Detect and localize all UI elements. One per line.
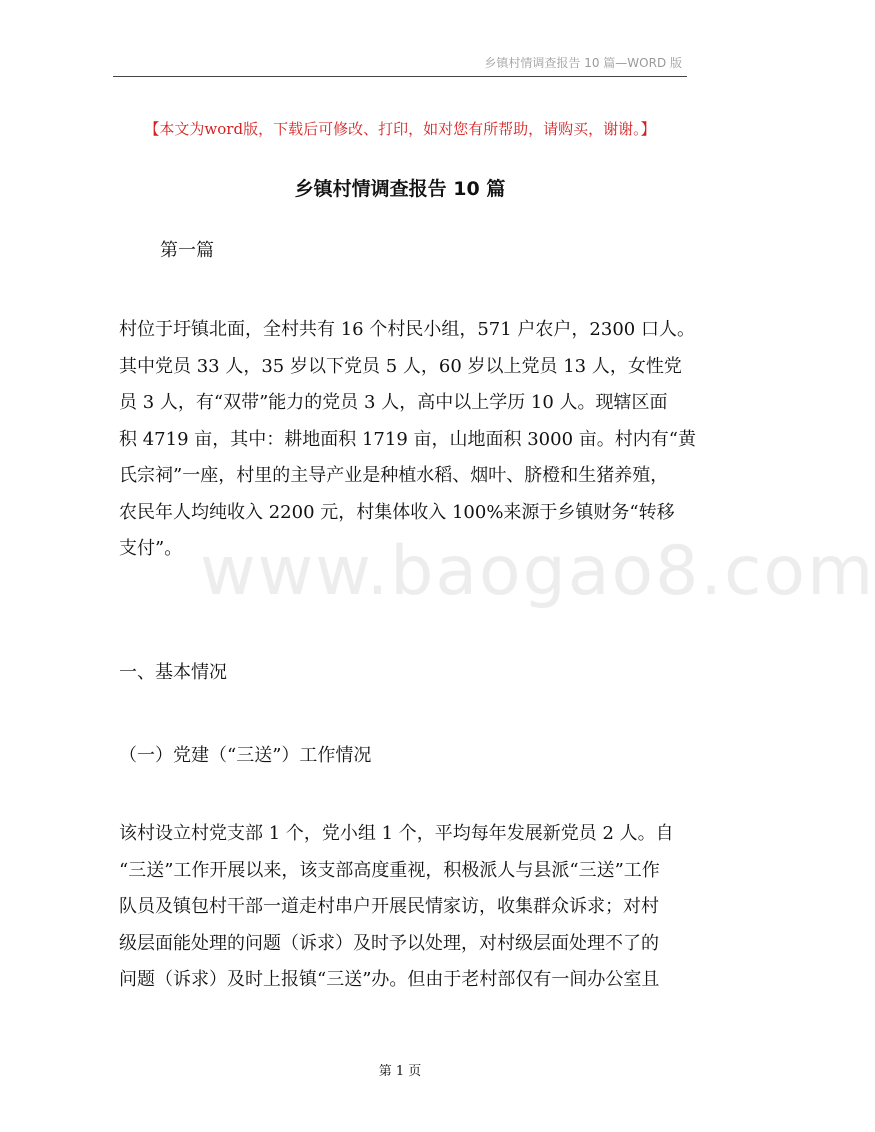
running-header: 乡镇村情调查报告 10 篇—WORD 版 <box>484 56 682 70</box>
paragraph-line: 队员及镇包村干部一道走村串户开展民情家访，收集群众诉求；对村 <box>119 896 659 917</box>
header-rule <box>113 76 687 77</box>
paragraph-party-work <box>119 816 681 999</box>
section-label: 第一篇 <box>160 240 214 261</box>
paragraph-line: “三送”工作开展以来，该支部高度重视，积极派人与县派“三送”工作 <box>119 859 660 881</box>
paragraph-line: 农民年人均纯收入 2200 元，村集体收入 100%来源于乡镇财务“转移 <box>119 501 675 523</box>
purchase-notice: 【本文为word版，下载后可修改、打印，如对您有所帮助，请购买，谢谢。】 <box>144 120 656 138</box>
paragraph-line: 员 3 人，有“双带”能力的党员 3 人，高中以上学历 10 人。现辖区面 <box>119 392 668 413</box>
paragraph-line: 积 4719 亩，其中：耕地面积 1719 亩，山地面积 3000 亩。村内有“黄 <box>119 428 696 450</box>
paragraph-line: 其中党员 33 人，35 岁以下党员 5 人，60 岁以上党员 13 人，女性党 <box>119 355 682 377</box>
heading-party-work: （一）党建（“三送”）工作情况 <box>119 745 372 766</box>
watermark: www.baogao8.com <box>200 532 875 611</box>
paragraph-line: 支付”。 <box>119 538 183 559</box>
document-title: 乡镇村情调查报告 10 篇 <box>294 178 506 200</box>
paragraph-line: 问题（诉求）及时上报镇“三送”办。但由于老村部仅有一间办公室且 <box>119 969 660 990</box>
paragraph-village-overview <box>119 312 696 568</box>
paragraph-line: 氏宗祠”一座，村里的主导产业是种植水稻、烟叶、脐橙和生猪养殖， <box>119 465 669 486</box>
heading-basic-situation: 一、基本情况 <box>119 662 227 683</box>
paragraph-line: 村位于圩镇北面，全村共有 16 个村民小组，571 户农户，2300 口人。 <box>119 319 695 340</box>
page-number: 第 1 页 <box>378 1064 422 1079</box>
paragraph-line: 级层面能处理的问题（诉求）及时予以处理，对村级层面处理不了的 <box>119 932 659 954</box>
paragraph-line: 该村设立村党支部 1 个，党小组 1 个，平均每年发展新党员 2 人。自 <box>119 823 674 844</box>
